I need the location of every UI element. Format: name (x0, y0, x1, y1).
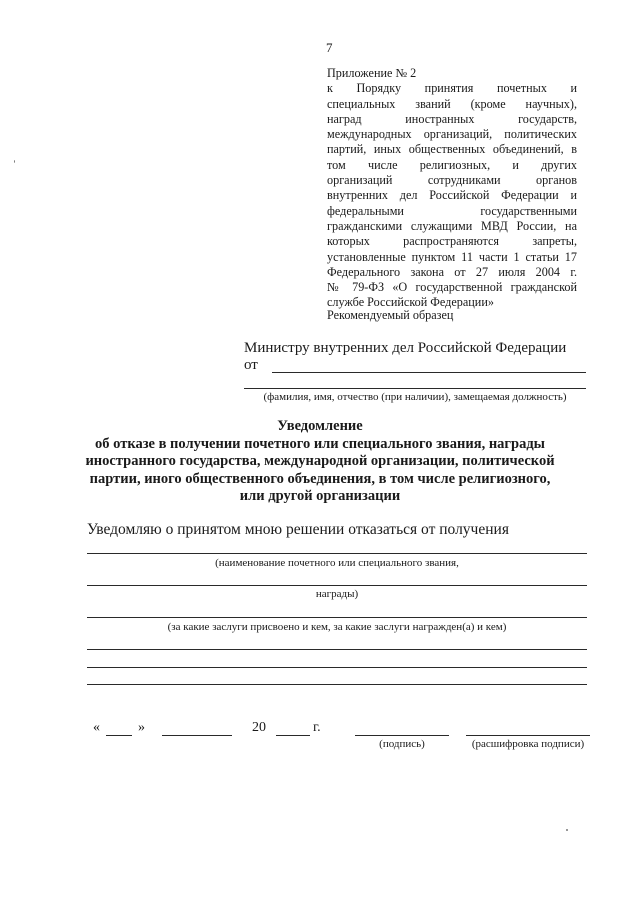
date-year-suffix: г. (313, 720, 321, 735)
award-field-line[interactable] (87, 585, 587, 586)
award-title-field-line[interactable] (87, 553, 587, 554)
date-quote-open: « (93, 720, 100, 735)
appendix-line: к Порядку принятия почетных и (327, 81, 577, 96)
date-year-prefix: 20 (252, 720, 266, 735)
from-label: от (244, 357, 258, 373)
award-caption: награды) (315, 588, 359, 600)
signature-decoding-caption: (расшифровка подписи) (471, 738, 585, 750)
award-title-caption: (наименование почетного или специального звания, (215, 557, 459, 569)
appendix-line: том числе религиозных, и других (327, 157, 577, 172)
title-line: иностранного государства, международной организации, политической (85, 453, 555, 469)
title-line: Уведомление (277, 418, 363, 434)
title-line: об отказе в получении почетного или специального звания, награды (95, 435, 545, 452)
appendix-line: Федерального закона от 27 июля 2004 г. (327, 264, 577, 279)
title-line: партии, иного общественного объединения, в том числе религиозного, (89, 470, 551, 487)
from-field-line-2[interactable] (244, 388, 586, 389)
date-quote-close: » (138, 720, 145, 735)
signature-caption: (подпись) (379, 738, 425, 750)
signature-field[interactable] (355, 735, 449, 736)
date-day-field[interactable] (106, 735, 132, 736)
page-number: 7 (326, 40, 333, 55)
document-title (60, 418, 580, 506)
from-field-line[interactable] (272, 372, 586, 373)
scan-speck (566, 829, 568, 831)
extra-field-line[interactable] (87, 649, 587, 650)
notification-text: Уведомляю о принятом мною решении отказаться от получения (87, 521, 509, 538)
date-year-field[interactable] (276, 735, 310, 736)
appendix-line: наград иностранных государств, (327, 111, 577, 126)
signature-decoding-field[interactable] (466, 735, 590, 736)
sample-label: Рекомендуемый образец (327, 308, 454, 322)
appendix-line: которых распространяются запреты, (327, 234, 577, 249)
appendix-header (327, 66, 577, 311)
extra-field-line[interactable] (87, 684, 587, 685)
appendix-line: установленные пунктом 11 части 1 статьи 17 (327, 249, 577, 264)
appendix-line: службе Российской Федерации» (327, 295, 494, 310)
appendix-line: федеральными государственными (327, 203, 577, 218)
appendix-line: специальных званий (кроме научных), (327, 96, 577, 111)
appendix-line: партий, иных общественных объединений, в (327, 142, 577, 157)
merits-caption: (за какие заслуги присвоено и кем, за какие заслуги награжден(а) и кем) (167, 621, 507, 633)
addressee-caption: (фамилия, имя, отчество (при наличии), замещаемая должность) (263, 391, 567, 403)
appendix-line: внутренних дел Российской Федерации и (327, 188, 577, 203)
appendix-title: Приложение № 2 (327, 66, 417, 80)
appendix-line: организаций сотрудниками органов (327, 173, 577, 188)
appendix-line: международных организаций, политических (327, 127, 577, 142)
date-month-field[interactable] (162, 735, 232, 736)
addressee-to: Министру внутренних дел Российской Федерации (244, 340, 567, 356)
appendix-line: гражданскими служащими МВД России, на (327, 218, 577, 233)
merits-field-line[interactable] (87, 617, 587, 618)
scan-speck (14, 160, 15, 163)
extra-field-line[interactable] (87, 667, 587, 668)
title-line: или другой организации (239, 488, 401, 504)
appendix-line: № 79-ФЗ «О государственной гражданской (327, 280, 577, 295)
